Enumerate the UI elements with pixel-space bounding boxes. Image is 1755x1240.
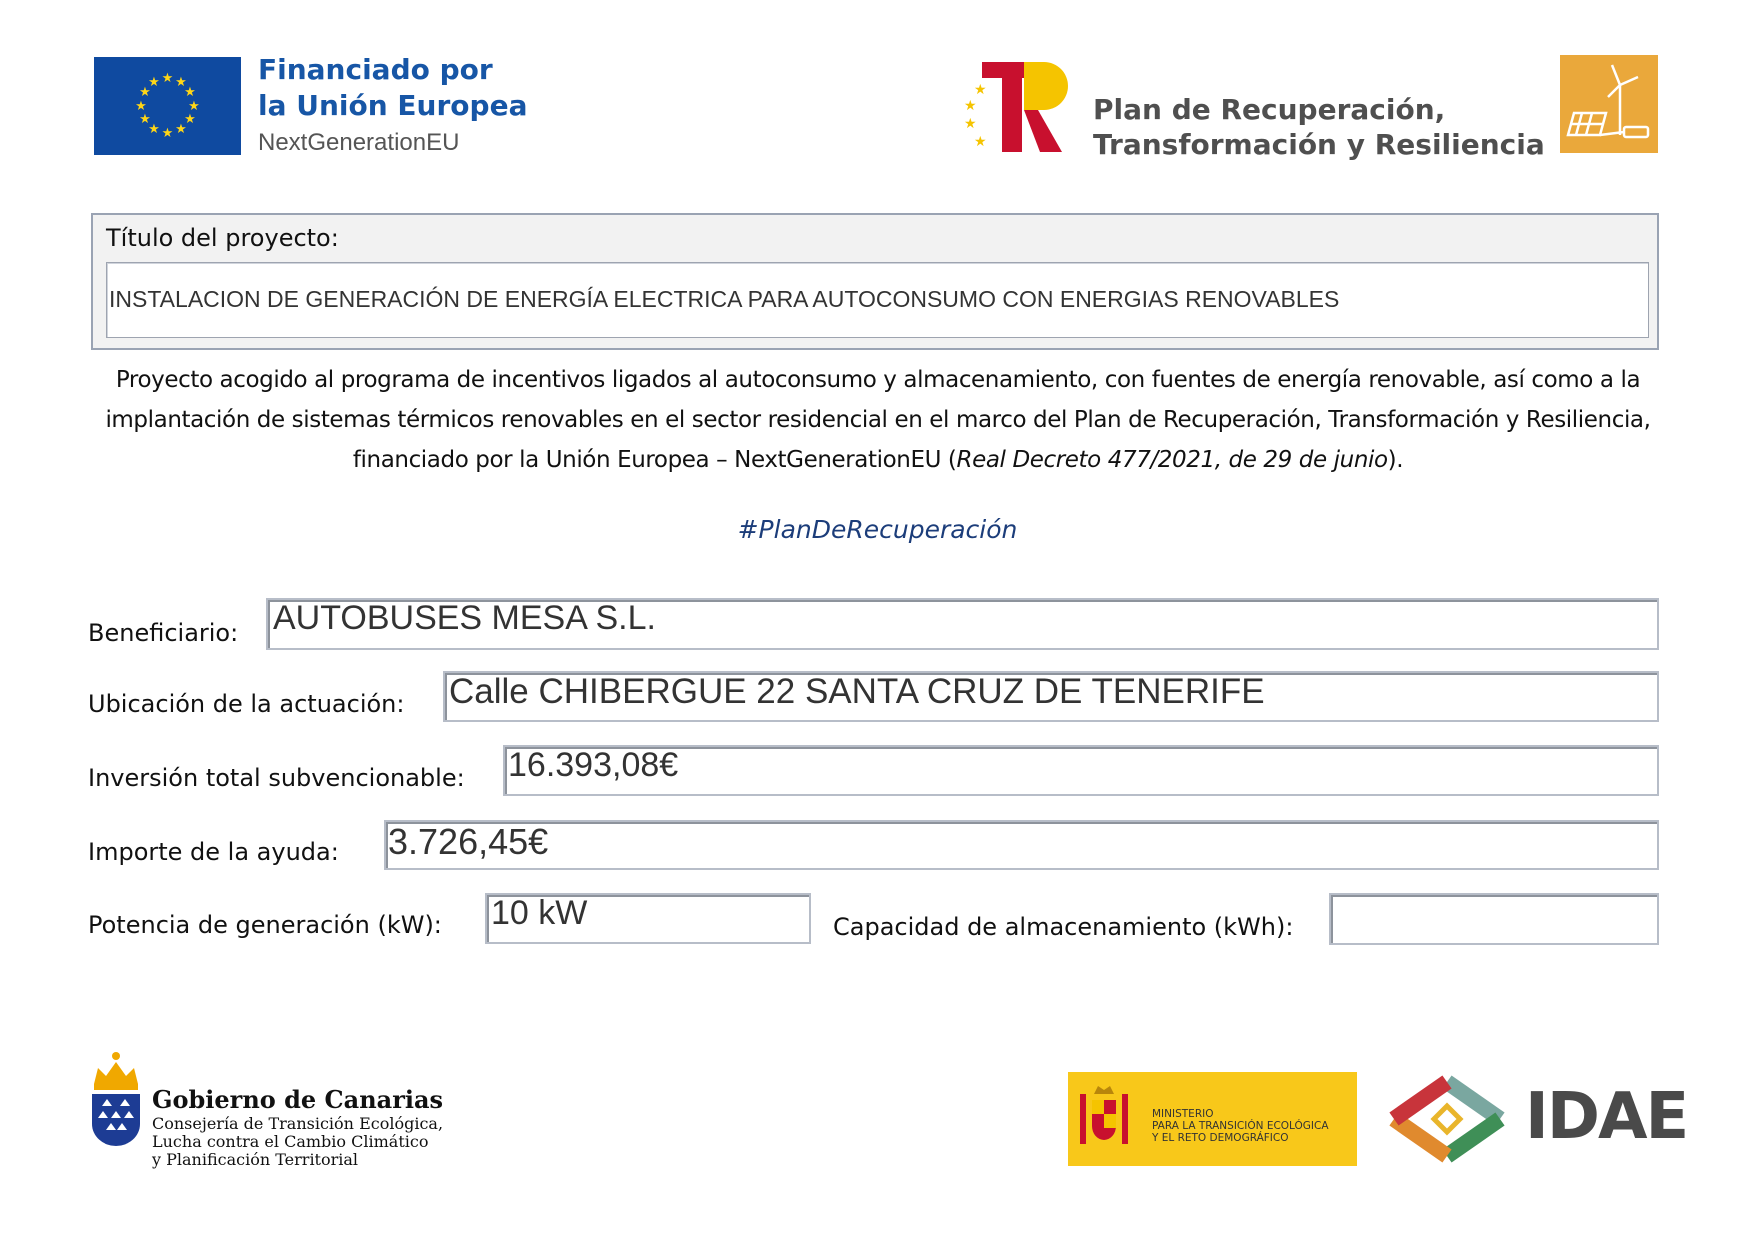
svg-text:★: ★	[974, 82, 987, 98]
svg-text:★: ★	[175, 122, 187, 137]
importe-field[interactable]	[384, 820, 1659, 870]
beneficiario-value: AUTOBUSES MESA S.L.	[273, 599, 656, 637]
capacidad-field[interactable]	[1329, 893, 1659, 945]
ministerio-line-3: Y EL RETO DEMOGRÁFICO	[1152, 1132, 1289, 1144]
program-description	[80, 360, 1676, 480]
spain-coat-of-arms-icon	[1068, 1072, 1138, 1166]
canarias-title: Gobierno de Canarias	[152, 1085, 444, 1114]
svg-text:★: ★	[161, 126, 174, 141]
svg-text:★: ★	[175, 75, 187, 90]
hashtag: #PlanDeRecuperación	[737, 515, 1018, 544]
plan-recuperacion-text	[1093, 92, 1545, 162]
eu-line-1: Financiado por	[258, 53, 493, 86]
description-text: Proyecto acogido al programa de incentivos ligados al autoconsumo y almacenamiento, con fuentes de energía renovable, así como a la implantación de sistemas térmicos renovables en el sector residencial en el marco del Plan de Recuperación, Transformación y Resiliencia, financiado por la Unión Europea – NextGenerationEU (	[105, 367, 1651, 473]
inversion-value: 16.393,08€	[508, 746, 679, 784]
svg-text:★: ★	[184, 112, 196, 127]
canarias-sub-1: Consejería de Transición Ecológica,	[152, 1114, 444, 1133]
renewable-energy-icon	[1560, 55, 1658, 153]
plan-line-2: Transformación y Resiliencia	[1093, 128, 1545, 161]
ministerio-text	[1152, 1108, 1329, 1144]
plan-line-1: Plan de Recuperación,	[1093, 93, 1446, 126]
canarias-sub-3: y Planificación Territorial	[152, 1150, 359, 1169]
canarias-crest-logo	[88, 1050, 144, 1148]
svg-text:★: ★	[148, 122, 160, 137]
svg-text:★: ★	[188, 99, 200, 114]
idae-diamond-icon	[1380, 1072, 1515, 1166]
ubicacion-value: Calle CHIBERGUE 22 SANTA CRUZ DE TENERIFE	[449, 672, 1265, 711]
ministerio-line-1: MINISTERIO	[1152, 1108, 1214, 1120]
canarias-sub-2: Lucha contra el Cambio Climático	[152, 1132, 429, 1151]
svg-text:★: ★	[964, 98, 977, 114]
ministerio-line-2: PARA LA TRANSICIÓN ECOLÓGICA	[1152, 1120, 1329, 1132]
importe-value: 3.726,45€	[388, 821, 549, 862]
tr-logo-icon	[962, 58, 1082, 158]
project-title-value: INSTALACION DE GENERACIÓN DE ENERGÍA ELECTRICA PARA AUTOCONSUMO CON ENERGIAS RENOVABLES	[109, 286, 1340, 312]
idae-logo	[1380, 1072, 1515, 1166]
crown-shield-icon	[88, 1050, 144, 1148]
eu-flag-logo	[94, 57, 241, 155]
description-decree: Real Decreto 477/2021, de 29 de junio	[956, 447, 1388, 473]
eu-stars-icon	[94, 57, 241, 155]
project-title-label: Título del proyecto:	[106, 224, 339, 252]
eu-line-2: la Unión Europea	[258, 89, 528, 122]
svg-text:★: ★	[974, 134, 987, 150]
svg-text:★: ★	[148, 75, 160, 90]
capacidad-label: Capacidad de almacenamiento (kWh):	[833, 913, 1294, 941]
eu-line-3: NextGenerationEU	[258, 129, 460, 156]
svg-text:★: ★	[964, 116, 977, 132]
eu-funding-text	[258, 52, 527, 160]
svg-text:★: ★	[184, 85, 196, 100]
beneficiario-label: Beneficiario:	[88, 619, 239, 647]
ubicacion-label: Ubicación de la actuación:	[88, 690, 405, 718]
wind-solar-icon	[1560, 55, 1658, 153]
importe-label: Importe de la ayuda:	[88, 838, 339, 866]
svg-text:★: ★	[135, 99, 147, 114]
description-closing: ).	[1387, 447, 1404, 473]
svg-text:★: ★	[161, 71, 174, 86]
idae-wordmark: IDAE	[1525, 1080, 1688, 1154]
svg-text:★: ★	[139, 85, 151, 100]
inversion-label: Inversión total subvencionable:	[88, 764, 465, 792]
prtr-logo	[962, 58, 1082, 158]
canarias-text	[152, 1085, 443, 1169]
potencia-label: Potencia de generación (kW):	[88, 911, 442, 939]
svg-text:★: ★	[139, 112, 151, 127]
potencia-value: 10 kW	[491, 894, 588, 932]
